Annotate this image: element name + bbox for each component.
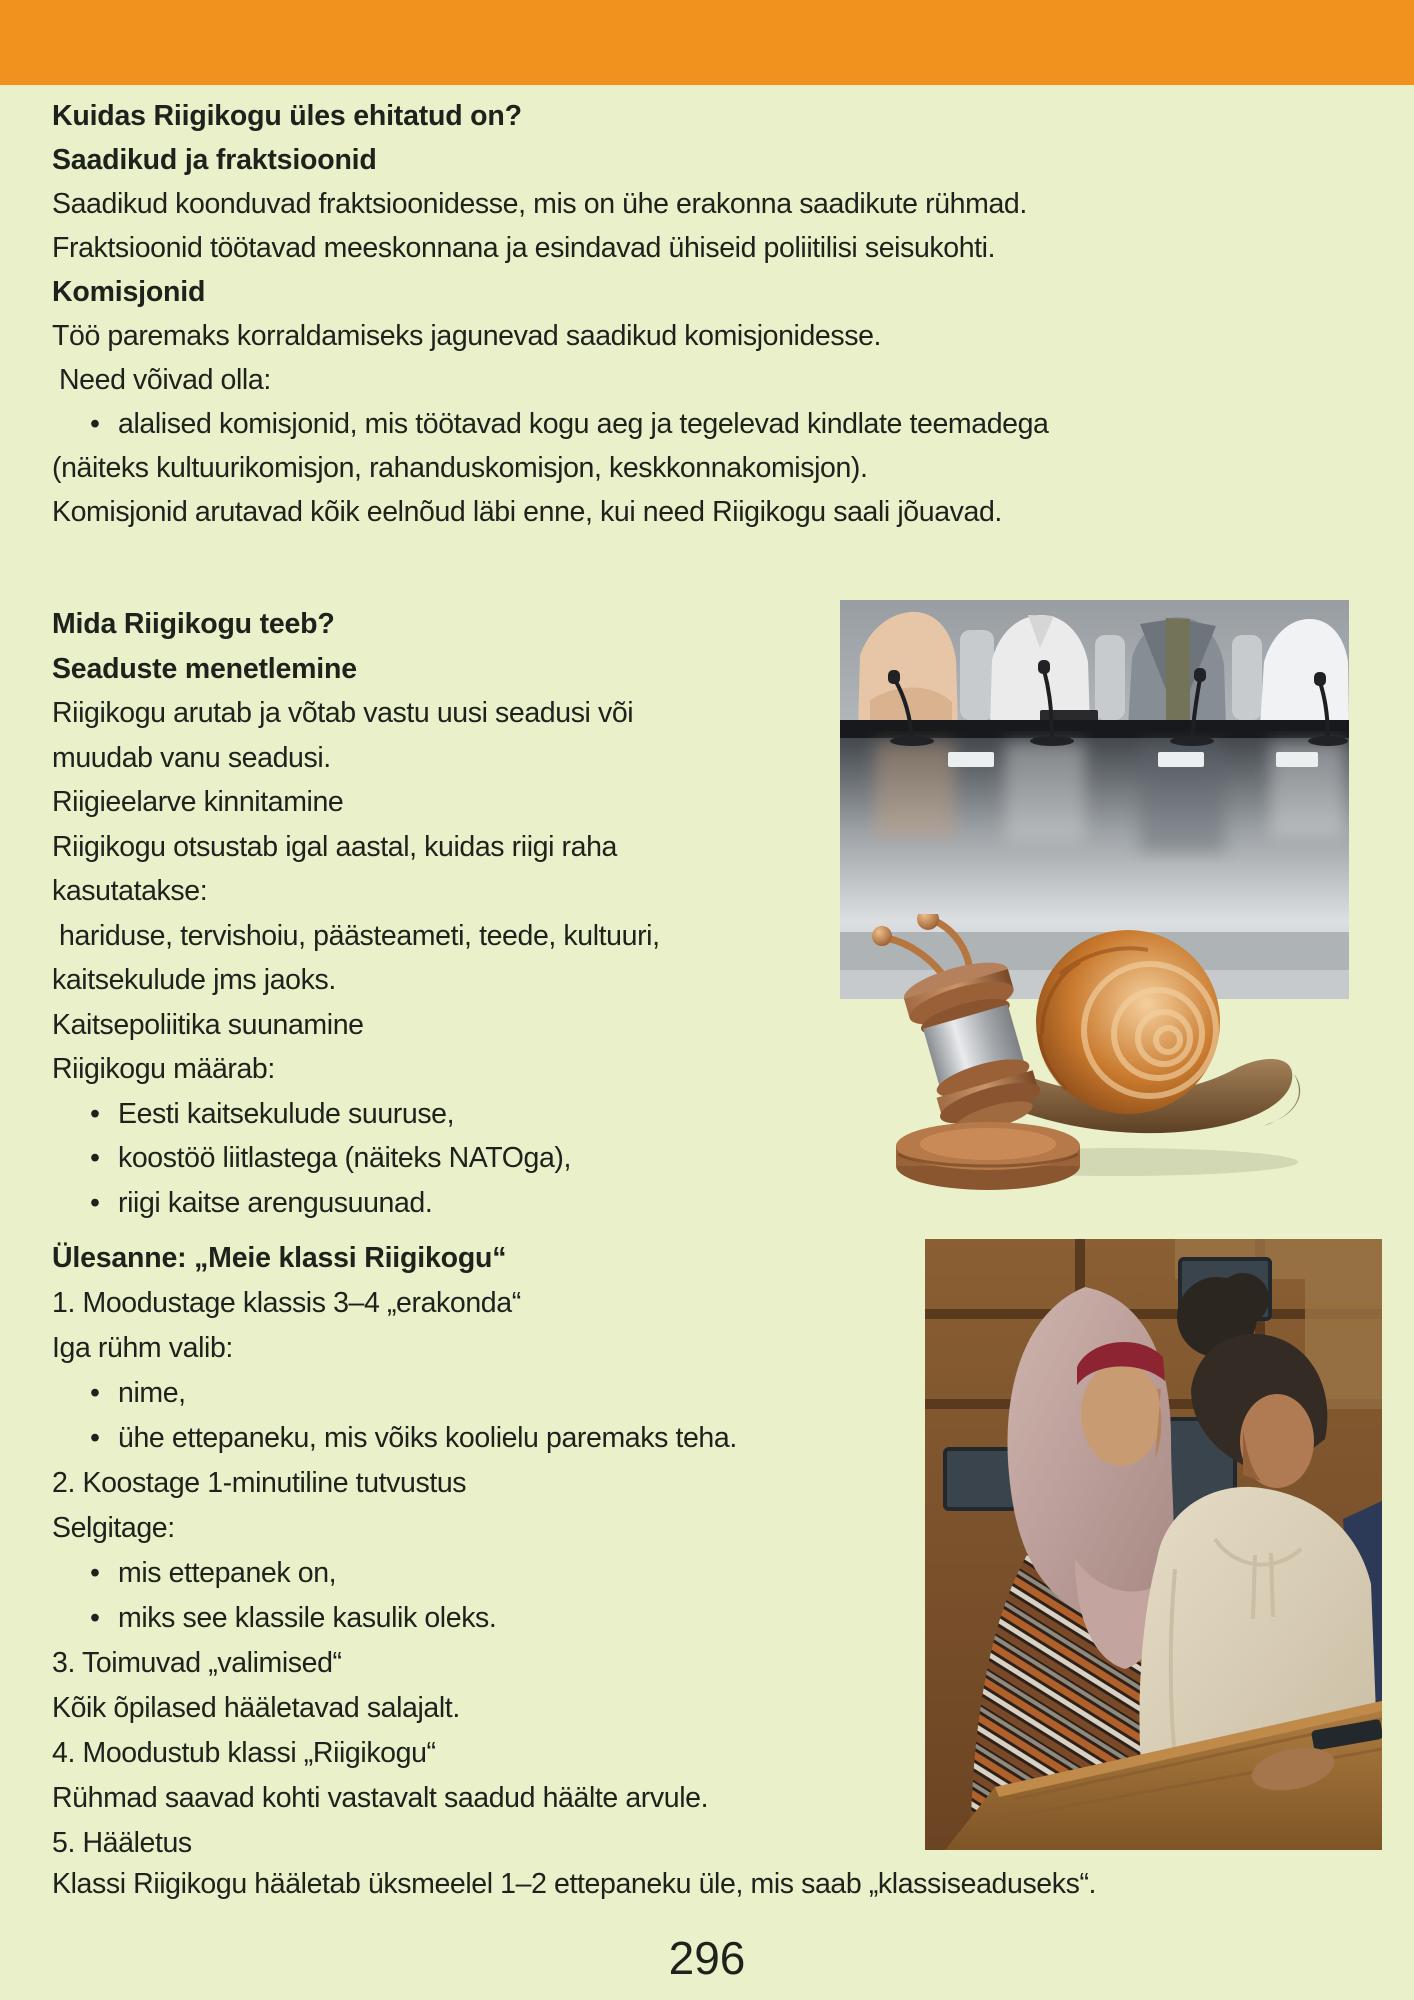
- text-line: Selgitage:: [52, 1512, 175, 1544]
- bullet-item: • Eesti kaitsekulude suuruse,: [52, 1092, 660, 1137]
- text-line: Kaitsepoliitika suunamine: [52, 1008, 364, 1041]
- bullet-item: • miks see klassile kasulik oleks.: [52, 1596, 737, 1641]
- orange-header-bar: [0, 0, 1414, 85]
- text-line: 2. Koostage 1-minutiline tutvustus: [52, 1467, 467, 1499]
- text-line: Need võivad olla:: [59, 364, 271, 396]
- bullet-item: • alalised komisjonid, mis töötavad kogu aeg ja tegelevad kindlate teemadega: [52, 402, 1049, 446]
- text-line: 4. Moodustub klassi „Riigikogu“: [52, 1737, 436, 1769]
- text-line: muudab vanu seadusi.: [52, 741, 331, 774]
- section-heading: Ülesanne: „Meie klassi Riigikogu“: [52, 1242, 507, 1274]
- section-structure: [52, 94, 1049, 534]
- section-subheading: Saadikud ja fraktsioonid: [52, 144, 377, 176]
- section-subheading: Komisjonid: [52, 276, 206, 308]
- text-line: hariduse, tervishoiu, päästeameti, teede, kultuuri,: [59, 919, 660, 952]
- text-line: Fraktsioonid töötavad meeskonnana ja esindavad ühiseid poliitilisi seisukohti.: [52, 232, 996, 264]
- text-line: Kõik õpilased hääletavad salajalt.: [52, 1692, 460, 1724]
- text-line: Riigikogu arutab ja võtab vastu uusi seadusi või: [52, 697, 634, 729]
- section-heading: Kuidas Riigikogu üles ehitatud on?: [52, 100, 522, 132]
- bullet-item: • ühe ettepaneku, mis võiks koolielu paremaks teha.: [52, 1416, 737, 1461]
- bullet-item: • riigi kaitse arengusuunad.: [52, 1181, 660, 1226]
- bullet-item: • nime,: [52, 1371, 737, 1416]
- section-heading: Mida Riigikogu teeb?: [52, 608, 335, 640]
- text-line: Riigieelarve kinnitamine: [52, 786, 344, 818]
- text-line: 1. Moodustage klassis 3–4 „erakonda“: [52, 1287, 521, 1319]
- text-line: 5. Hääletus: [52, 1827, 192, 1859]
- text-line: Komisjonid arutavad kõik eelnõud läbi enne, kui need Riigikogu saali jõuavad.: [52, 496, 1002, 528]
- students-classroom-photo: [925, 1239, 1382, 1850]
- bullet-item: • mis ettepanek on,: [52, 1551, 737, 1596]
- text-line: kaitsekulude jms jaoks.: [52, 964, 336, 996]
- text-line: Riigikogu otsustab igal aastal, kuidas riigi raha: [52, 830, 617, 863]
- text-line: (näiteks kultuurikomisjon, rahanduskomisjon, keskkonnakomisjon).: [52, 452, 868, 484]
- text-line: Töö paremaks korraldamiseks jagunevad saadikud komisjonidesse.: [52, 320, 882, 352]
- text-line: kasutatakse:: [52, 875, 208, 907]
- closing-line: Klassi Riigikogu hääletab üksmeelel 1–2 ettepaneku üle, mis saab „klassiseaduseks“.: [52, 1868, 1097, 1900]
- text-line: Iga rühm valib:: [52, 1332, 233, 1364]
- section-subheading: Seaduste menetlemine: [52, 652, 357, 685]
- text-line: Saadikud koonduvad fraktsioonidesse, mis on ühe erakonna saadikute rühmad.: [52, 188, 1027, 220]
- page-number: 296: [668, 1932, 746, 1984]
- section-task: [52, 1236, 737, 1866]
- section-functions: [52, 602, 660, 1225]
- text-line: Rühmad saavad kohti vastavalt saadud häälte arvule.: [52, 1782, 709, 1814]
- text-line: Riigikogu määrab:: [52, 1053, 275, 1085]
- text-line: 3. Toimuvad „valimised“: [52, 1647, 342, 1679]
- bullet-item: • koostöö liitlastega (näiteks NATOga),: [52, 1136, 660, 1181]
- gavel-snail-illustration: [828, 914, 1322, 1194]
